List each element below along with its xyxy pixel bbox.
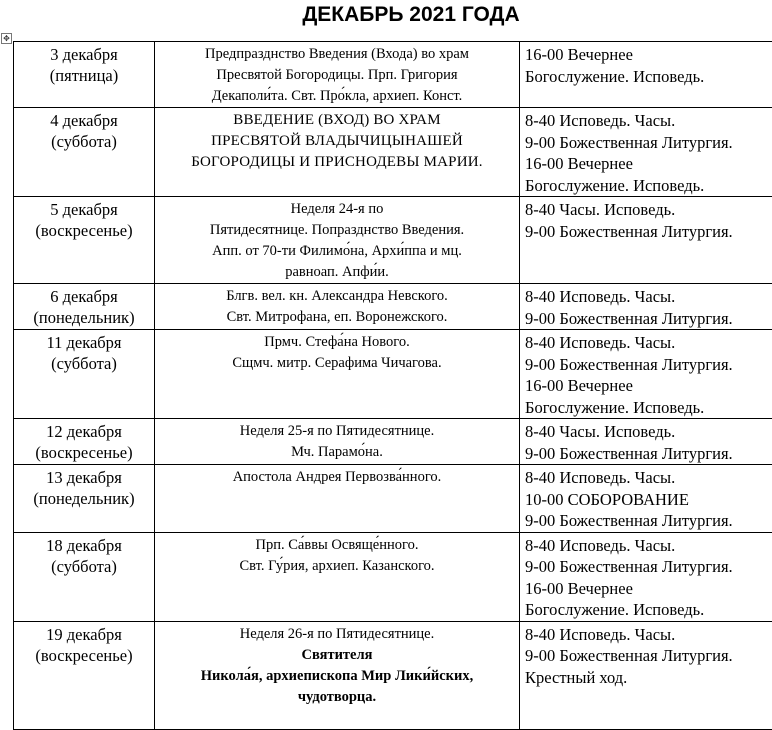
service-line: 8-40 Часы. Исповедь. <box>525 199 772 221</box>
service-line: 8-40 Исповедь. Часы. <box>525 624 772 646</box>
feast-cell <box>155 197 520 284</box>
feast-line: Предпразднство Введения (Входа) во храм <box>161 44 513 65</box>
table-row <box>14 419 772 465</box>
date-cell <box>14 532 155 621</box>
service-line: 9-00 Божественная Литургия. <box>525 556 772 578</box>
service-line: 9-00 Божественная Литургия. <box>525 221 772 243</box>
date-cell <box>14 465 155 533</box>
service-line: 9-00 Божественная Литургия. <box>525 308 772 330</box>
service-line: 8-40 Исповедь. Часы. <box>525 332 772 354</box>
table-row <box>14 465 772 533</box>
weekday-label: (суббота) <box>14 556 154 577</box>
feast-cell <box>155 284 520 330</box>
table-row <box>14 108 772 197</box>
feast-line: Блгв. вел. кн. Александра Невского. <box>161 286 513 307</box>
weekday-label: (воскресенье) <box>14 645 154 666</box>
table-row <box>14 330 772 419</box>
date-label: 13 декабря <box>14 467 154 488</box>
feast-line: Пресвятой Богородицы. Прп. Григория <box>161 65 513 86</box>
feast-cell <box>155 419 520 465</box>
service-line: 8-40 Исповедь. Часы. <box>525 110 772 132</box>
service-line: 16-00 Вечернее <box>525 375 772 397</box>
weekday-label: (пятница) <box>14 65 154 86</box>
service-line: 16-00 Вечернее <box>525 44 772 66</box>
date-label: 3 декабря <box>14 44 154 65</box>
weekday-label: (понедельник) <box>14 307 154 328</box>
service-line: Богослужение. Исповедь. <box>525 599 772 621</box>
service-line: Богослужение. Исповедь. <box>525 66 772 88</box>
service-line: 16-00 Вечернее <box>525 578 772 600</box>
feast-line: Прп. Са́ввы Освяще́нного. <box>161 535 513 556</box>
feast-line: Неделя 24-я по <box>161 199 513 220</box>
feast-line: Пятидесятнице. Попразднство Введения. <box>161 220 513 241</box>
feast-cell <box>155 465 520 533</box>
weekday-label: (понедельник) <box>14 488 154 509</box>
service-line: 8-40 Исповедь. Часы. <box>525 467 772 489</box>
date-label: 6 декабря <box>14 286 154 307</box>
service-line: 9-00 Божественная Литургия. <box>525 132 772 154</box>
service-line: 9-00 Божественная Литургия. <box>525 645 772 667</box>
feast-line: ВВЕДЕНИЕ (ВХОД) ВО ХРАМ <box>161 110 513 131</box>
feast-line: Апп. от 70-ти Филимо́на, Архи́ппа и мц. <box>161 241 513 262</box>
feast-line: БОГОРОДИЦЫ И ПРИСНОДЕВЫ МАРИИ. <box>161 152 513 173</box>
service-line: 16-00 Вечернее <box>525 153 772 175</box>
feast-line: Апостола Андрея Первозва́нного. <box>161 467 513 488</box>
feast-cell <box>155 42 520 108</box>
date-cell <box>14 284 155 330</box>
service-line: 10-00 СОБОРОВАНИЕ <box>525 489 772 511</box>
date-label: 11 декабря <box>14 332 154 353</box>
feast-line: Сщмч. митр. Серафима Чичагова. <box>161 353 513 374</box>
table-row <box>14 532 772 621</box>
services-cell <box>520 42 772 108</box>
table-row <box>14 284 772 330</box>
table-row <box>14 621 772 729</box>
feast-cell <box>155 330 520 419</box>
weekday-label: (воскресенье) <box>14 442 154 463</box>
weekday-label: (суббота) <box>14 131 154 152</box>
service-line: Крестный ход. <box>525 667 772 689</box>
feast-line: Свт. Митрофана, еп. Воронежского. <box>161 307 513 328</box>
date-cell <box>14 621 155 729</box>
service-line: 8-40 Исповедь. Часы. <box>525 535 772 557</box>
feast-line: Мч. Парамо́на. <box>161 442 513 463</box>
table-row <box>14 197 772 284</box>
feast-cell <box>155 532 520 621</box>
services-cell <box>520 284 772 330</box>
feast-line: равноап. Апфи́и. <box>161 262 513 283</box>
service-line: 8-40 Исповедь. Часы. <box>525 286 772 308</box>
date-cell <box>14 197 155 284</box>
feast-line: Декаполи́та. Свт. Про́кла, архиеп. Конст. <box>161 86 513 107</box>
date-label: 19 декабря <box>14 624 154 645</box>
date-cell <box>14 419 155 465</box>
date-label: 4 декабря <box>14 110 154 131</box>
services-cell <box>520 108 772 197</box>
table-row <box>14 42 772 108</box>
service-line: 9-00 Божественная Литургия. <box>525 354 772 376</box>
date-cell <box>14 330 155 419</box>
weekday-label: (суббота) <box>14 353 154 374</box>
weekday-label: (воскресенье) <box>14 220 154 241</box>
date-label: 5 декабря <box>14 199 154 220</box>
feast-line: Неделя 26-я по Пятидесятнице. <box>161 624 513 645</box>
service-line: 8-40 Часы. Исповедь. <box>525 421 772 443</box>
services-cell <box>520 197 772 284</box>
services-cell <box>520 532 772 621</box>
date-cell <box>14 108 155 197</box>
services-cell <box>520 621 772 729</box>
date-cell <box>14 42 155 108</box>
feast-line: Свт. Гу́рия, архиеп. Казанского. <box>161 556 513 577</box>
move-anchor-icon[interactable]: ✥ <box>1 33 12 44</box>
date-label: 18 декабря <box>14 535 154 556</box>
feast-cell <box>155 621 520 729</box>
services-cell <box>520 330 772 419</box>
service-line: 9-00 Божественная Литургия. <box>525 443 772 465</box>
service-line: 9-00 Божественная Литургия. <box>525 510 772 532</box>
service-line: Богослужение. Исповедь. <box>525 397 772 419</box>
feast-cell <box>155 108 520 197</box>
date-label: 12 декабря <box>14 421 154 442</box>
feast-bold-line: чудотворца. <box>161 687 513 708</box>
services-cell <box>520 419 772 465</box>
feast-bold-line: Святителя <box>161 645 513 666</box>
page-title: ДЕКАБРЬ 2021 ГОДА <box>0 0 772 30</box>
feast-line: Неделя 25-я по Пятидесятнице. <box>161 421 513 442</box>
feast-line: Прмч. Стефа́на Нового. <box>161 332 513 353</box>
feast-line: ПРЕСВЯТОЙ ВЛАДЫЧИЦЫНАШЕЙ <box>161 131 513 152</box>
services-cell <box>520 465 772 533</box>
schedule-table <box>13 41 772 730</box>
service-line: Богослужение. Исповедь. <box>525 175 772 197</box>
feast-bold-line: Никола́я, архиепископа Мир Лики́йских, <box>161 666 513 687</box>
